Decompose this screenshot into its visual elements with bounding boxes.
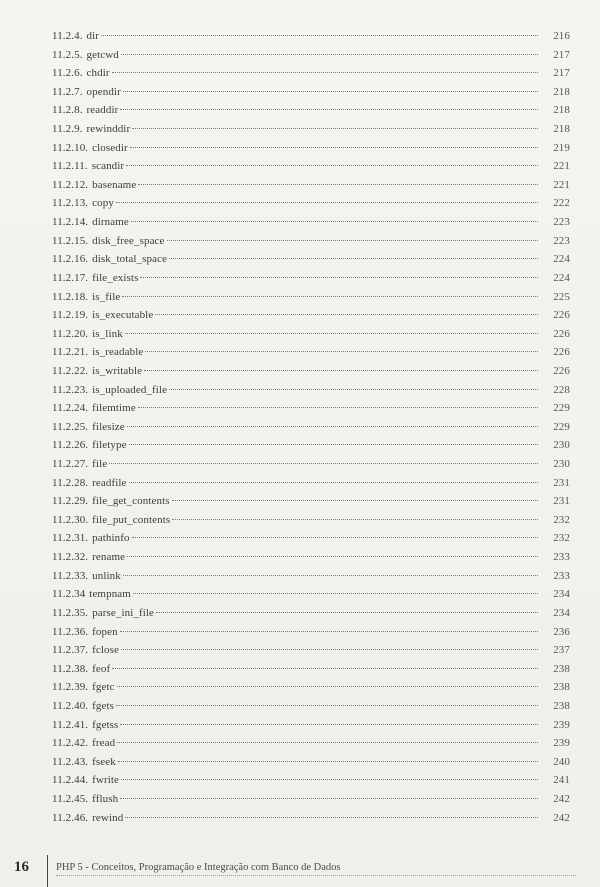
toc-page-number: 216 (553, 30, 570, 42)
toc-entry-title: is_executable (92, 309, 154, 322)
toc-entry (52, 325, 570, 344)
toc-entry-title: dirname (92, 216, 129, 229)
toc-section-number: 11.2.36. (52, 625, 89, 638)
toc-entry (52, 623, 570, 642)
toc-entry (52, 548, 570, 567)
toc-page-number: 226 (553, 364, 570, 377)
toc-page-number: 225 (553, 290, 570, 303)
toc-dot-leader (167, 240, 538, 241)
toc-entry (52, 771, 570, 790)
toc-dot-leader (140, 277, 538, 278)
toc-section-number: 11.2.44. (52, 774, 89, 787)
toc-section-number: 11.2.18. (52, 290, 89, 303)
toc-dot-leader (120, 109, 538, 110)
toc-entry (52, 381, 570, 400)
toc-section-number: 11.2.22. (52, 364, 89, 377)
toc-page-number: 232 (553, 513, 570, 526)
toc-entry-title: filetype (92, 439, 127, 452)
toc-entry (52, 306, 570, 325)
toc-page-number: 226 (553, 346, 570, 359)
page-footer (0, 855, 600, 887)
toc-page-number: 237 (553, 644, 570, 657)
toc-dot-leader (116, 202, 538, 203)
toc-section-number: 11.2.7. (52, 85, 83, 98)
toc-dot-leader (109, 463, 538, 464)
running-title: PHP 5 - Conceitos, Programação e Integração com Banco de Dados (56, 862, 341, 873)
toc-entry-title: is_writable (92, 364, 143, 377)
toc-dot-leader (172, 519, 538, 520)
toc-section-number: 11.2.24. (52, 402, 89, 415)
toc-page-number: 242 (553, 811, 570, 824)
toc-page-number: 218 (553, 123, 570, 136)
toc-entry (52, 436, 570, 455)
toc-section-number: 11.2.41. (52, 718, 89, 731)
toc-entry-title: is_file (92, 290, 121, 303)
toc-entry (52, 83, 570, 102)
toc-page-number: 231 (553, 495, 570, 508)
toc-entry-title: scandir (91, 160, 125, 173)
toc-section-number: 11.2.34 (52, 588, 86, 601)
toc-entry (52, 362, 570, 381)
toc-page-number: 221 (553, 178, 570, 191)
footer-divider (47, 855, 48, 887)
toc-entry-title: file_get_contents (92, 495, 170, 508)
toc-dot-leader (131, 221, 538, 222)
toc-section-number: 11.2.5. (52, 48, 83, 61)
toc-entry (52, 250, 570, 269)
toc-page-number: 219 (553, 141, 570, 154)
toc-entry-title: is_readable (92, 346, 144, 359)
toc-section-number: 11.2.39. (52, 681, 89, 694)
toc-entry-title: is_link (92, 327, 123, 340)
toc-entry (52, 176, 570, 195)
toc-page-number: 224 (553, 253, 570, 266)
toc-section-number: 11.2.16. (52, 253, 89, 266)
toc-entry-title: fclose (92, 644, 120, 657)
toc-dot-leader (156, 612, 538, 613)
toc-dot-leader (123, 575, 538, 576)
toc-entry-title: disk_total_space (92, 253, 168, 266)
toc-page-number: 218 (553, 85, 570, 98)
toc-dot-leader (172, 500, 538, 501)
toc-entry (52, 101, 570, 120)
toc-entry-title: filemtime (92, 402, 136, 415)
toc-entry-title: fwrite (92, 774, 120, 787)
toc-section-number: 11.2.9. (52, 123, 83, 136)
toc-section-number: 11.2.14. (52, 216, 89, 229)
toc-page-number: 218 (553, 104, 570, 117)
toc-entry (52, 194, 570, 213)
toc-dot-leader (121, 649, 538, 650)
toc-page-number: 222 (553, 197, 570, 210)
toc-entry (52, 139, 570, 158)
toc-dot-leader (112, 72, 538, 73)
toc-entry (52, 567, 570, 586)
toc-entry (52, 790, 570, 809)
toc-entry (52, 157, 570, 176)
toc-dot-leader (145, 351, 538, 352)
toc-dot-leader (130, 147, 538, 148)
toc-page-number: 230 (553, 458, 570, 471)
toc-section-number: 11.2.25. (52, 420, 89, 433)
toc-entry (52, 64, 570, 83)
toc-page-number: 238 (553, 681, 570, 694)
toc-dot-leader (138, 184, 538, 185)
toc-dot-leader (116, 705, 538, 706)
toc-entry-title: closedir (92, 141, 128, 154)
toc-dot-leader (129, 444, 538, 445)
toc-page-number: 240 (553, 755, 570, 768)
toc-section-number: 11.2.6. (52, 67, 83, 80)
toc-page-number: 224 (553, 271, 570, 284)
toc-section-number: 11.2.37. (52, 644, 89, 657)
toc-entry (52, 529, 570, 548)
toc-entry (52, 399, 570, 418)
toc-entry-title: fread (92, 737, 116, 750)
toc-entry (52, 585, 570, 604)
toc-dot-leader (121, 54, 538, 55)
toc-section-number: 11.2.17. (52, 271, 89, 284)
toc-page-number: 238 (553, 662, 570, 675)
toc-entry (52, 213, 570, 232)
toc-dot-leader (125, 817, 538, 818)
toc-dot-leader (120, 724, 538, 725)
footer-dotted-rule (56, 875, 576, 876)
toc-page-number: 230 (553, 439, 570, 452)
toc-entry-title: disk_free_space (92, 234, 165, 247)
toc-entry-title: tempnam (89, 588, 131, 601)
toc-entry (52, 455, 570, 474)
toc-entry (52, 492, 570, 511)
toc-page-number: 231 (553, 476, 570, 489)
toc-entry-title: file_put_contents (92, 513, 171, 526)
toc-section-number: 11.2.32. (52, 551, 89, 564)
toc-page-number: 221 (553, 160, 570, 173)
toc-page-number: 228 (553, 383, 570, 396)
toc-dot-leader (126, 165, 538, 166)
toc-section-number: 11.2.13. (52, 197, 89, 210)
toc-entry (52, 511, 570, 530)
toc-page-number: 229 (553, 420, 570, 433)
toc-entry (52, 604, 570, 623)
toc-section-number: 11.2.19. (52, 309, 89, 322)
toc-section-number: 11.2.43. (52, 755, 89, 768)
toc-dot-leader (120, 631, 538, 632)
table-of-contents (52, 27, 570, 827)
toc-entry (52, 734, 570, 753)
toc-entry-title: readdir (86, 104, 119, 117)
toc-entry (52, 343, 570, 362)
toc-page-number: 234 (553, 606, 570, 619)
toc-section-number: 11.2.12. (52, 178, 89, 191)
toc-section-number: 11.2.46. (52, 811, 89, 824)
toc-dot-leader (127, 426, 538, 427)
toc-entry-title: parse_ini_file (92, 606, 155, 619)
toc-dot-leader (138, 407, 538, 408)
toc-entry-title: basename (92, 178, 137, 191)
toc-dot-leader (121, 779, 538, 780)
toc-dot-leader (132, 128, 538, 129)
toc-entry-title: rename (92, 551, 126, 564)
toc-entry-title: getcwd (86, 48, 119, 61)
toc-dot-leader (169, 389, 538, 390)
toc-page-number: 236 (553, 625, 570, 638)
toc-entry (52, 678, 570, 697)
toc-entry-title: fgetc (92, 681, 115, 694)
toc-section-number: 11.2.8. (52, 104, 83, 117)
toc-section-number: 11.2.42. (52, 737, 89, 750)
toc-section-number: 11.2.11. (52, 160, 88, 173)
toc-entry (52, 46, 570, 65)
toc-dot-leader (133, 593, 538, 594)
toc-page-number: 217 (553, 67, 570, 80)
toc-section-number: 11.2.21. (52, 346, 89, 359)
toc-dot-leader (112, 668, 538, 669)
toc-entry (52, 269, 570, 288)
toc-dot-leader (155, 314, 538, 315)
toc-entry-title: pathinfo (92, 532, 130, 545)
toc-entry (52, 288, 570, 307)
toc-entry (52, 697, 570, 716)
toc-entry-title: rewind (92, 811, 124, 824)
toc-section-number: 11.2.29. (52, 495, 89, 508)
toc-dot-leader (101, 35, 538, 36)
toc-page-number: 242 (553, 792, 570, 805)
toc-section-number: 11.2.35. (52, 606, 89, 619)
toc-dot-leader (169, 258, 538, 259)
toc-page-number: 239 (553, 737, 570, 750)
toc-section-number: 11.2.4. (52, 30, 83, 42)
toc-entry-title: rewinddir (86, 123, 131, 136)
toc-section-number: 11.2.28. (52, 476, 89, 489)
toc-entry (52, 753, 570, 772)
toc-page-number: 226 (553, 327, 570, 340)
toc-page-number: 223 (553, 234, 570, 247)
toc-entry (52, 120, 570, 139)
toc-dot-leader (132, 537, 538, 538)
toc-page-number: 232 (553, 532, 570, 545)
toc-entry-title: filesize (92, 420, 125, 433)
toc-entry-title: fgets (92, 699, 115, 712)
toc-section-number: 11.2.45. (52, 792, 89, 805)
toc-page-number: 233 (553, 551, 570, 564)
toc-entry (52, 418, 570, 437)
toc-dot-leader (125, 333, 538, 334)
page-number: 16 (14, 859, 29, 875)
toc-entry (52, 232, 570, 251)
toc-page-number: 234 (553, 588, 570, 601)
toc-section-number: 11.2.33. (52, 569, 89, 582)
toc-page-number: 229 (553, 402, 570, 415)
toc-entry (52, 474, 570, 493)
toc-dot-leader (123, 91, 538, 92)
toc-section-number: 11.2.27. (52, 458, 89, 471)
toc-page-number: 226 (553, 309, 570, 322)
toc-entry (52, 660, 570, 679)
toc-entry-title: is_uploaded_file (92, 383, 168, 396)
toc-dot-leader (122, 296, 538, 297)
toc-page-number: 217 (553, 48, 570, 61)
toc-dot-leader (117, 686, 538, 687)
toc-section-number: 11.2.10. (52, 141, 89, 154)
toc-entry-title: feof (92, 662, 111, 675)
toc-entry-title: unlink (92, 569, 121, 582)
toc-entry-title: fgetss (92, 718, 119, 731)
toc-entry-title: fseek (92, 755, 116, 768)
toc-page-number: 233 (553, 569, 570, 582)
toc-entry (52, 641, 570, 660)
toc-entry (52, 716, 570, 735)
toc-dot-leader (118, 761, 538, 762)
toc-page-number: 238 (553, 699, 570, 712)
toc-dot-leader (127, 556, 538, 557)
toc-entry-title: chdir (86, 67, 110, 80)
toc-page-number: 223 (553, 216, 570, 229)
toc-entry-title: fopen (92, 625, 118, 638)
toc-entry (52, 27, 570, 46)
toc-entry-title: copy (92, 197, 114, 210)
toc-dot-leader (117, 742, 538, 743)
toc-entry-title: readfile (92, 476, 127, 489)
toc-entry-title: dir (86, 30, 100, 42)
toc-entry-title: fflush (92, 792, 119, 805)
toc-page-number: 239 (553, 718, 570, 731)
toc-section-number: 11.2.38. (52, 662, 89, 675)
toc-section-number: 11.2.31. (52, 532, 89, 545)
toc-entry-title: file_exists (92, 271, 139, 284)
toc-section-number: 11.2.40. (52, 699, 89, 712)
toc-dot-leader (129, 482, 538, 483)
toc-dot-leader (120, 798, 538, 799)
toc-entry (52, 809, 570, 828)
toc-section-number: 11.2.20. (52, 327, 89, 340)
toc-section-number: 11.2.26. (52, 439, 89, 452)
toc-dot-leader (144, 370, 538, 371)
toc-section-number: 11.2.23. (52, 383, 89, 396)
toc-entry-title: opendir (86, 85, 121, 98)
toc-section-number: 11.2.15. (52, 234, 89, 247)
toc-page-number: 241 (553, 774, 570, 787)
toc-entry-title: file (92, 458, 108, 471)
toc-section-number: 11.2.30. (52, 513, 89, 526)
